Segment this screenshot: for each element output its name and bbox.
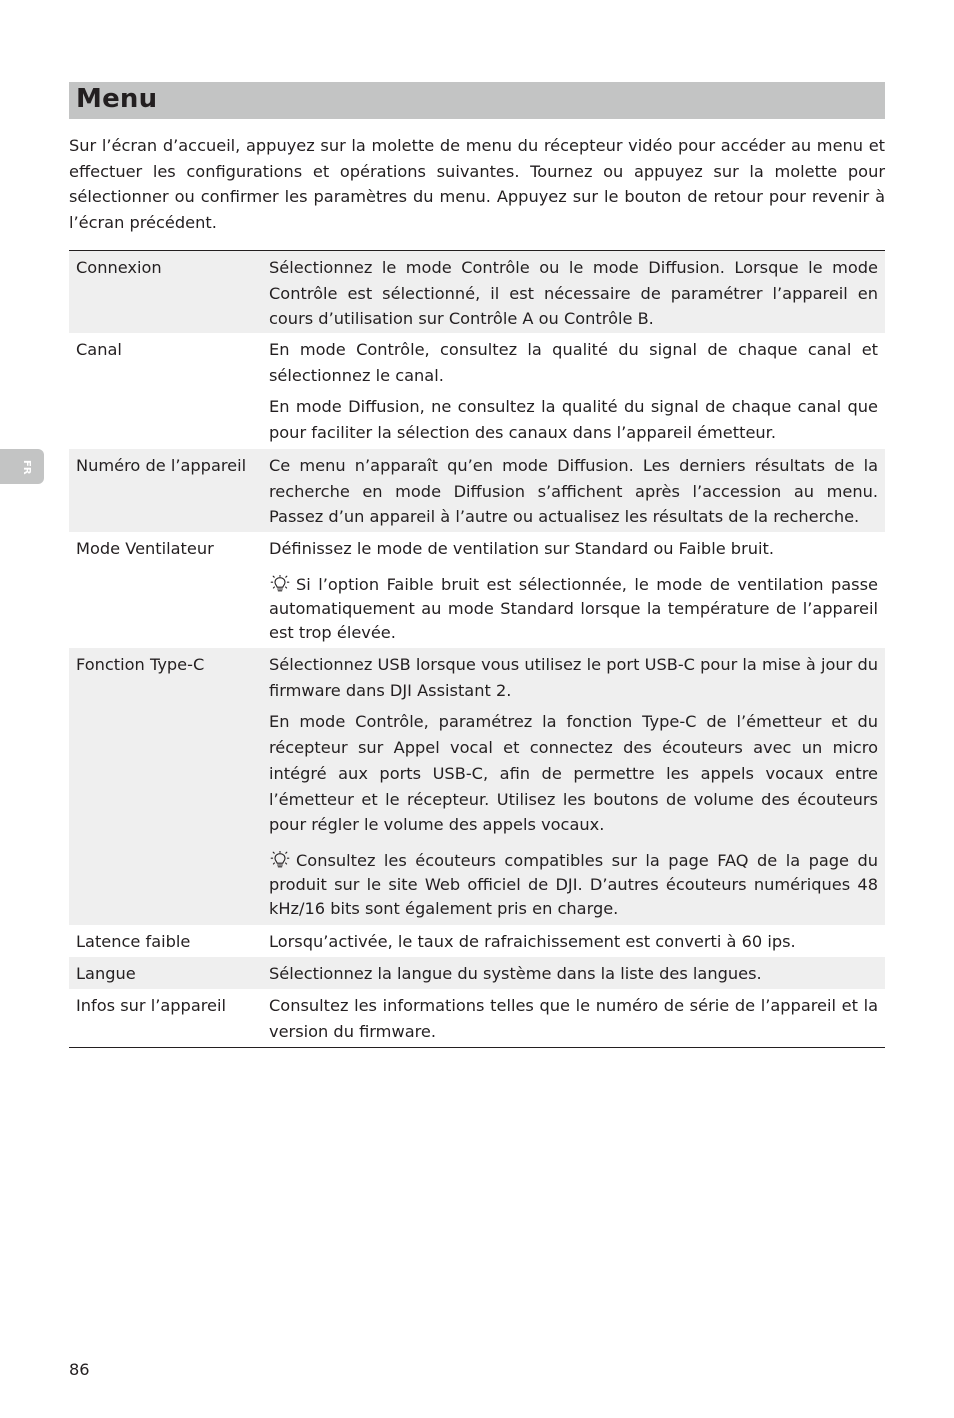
table-row (69, 532, 885, 648)
tip-note-text: Si l’option Faible bruit est sélectionnée, le mode de ventilation passe automatiquement au mode Standard lorsque la température de l’appareil est trop élevée. (269, 574, 878, 642)
row-description (269, 532, 885, 648)
row-label: Infos sur l’appareil (76, 996, 226, 1015)
row-description (269, 989, 885, 1047)
intro-paragraph: Sur l’écran d’accueil, appuyez sur la molette de menu du récepteur vidéo pour accéder au menu et effectuer les configurations et opérations suivantes. Tournez ou appuyez sur la molette pour sélectionner ou confirmer les paramètres du menu. Appuyez sur le bouton de retour pour revenir à l’écran précédent. (69, 136, 885, 233)
table-row (69, 333, 885, 449)
row-description (269, 449, 885, 532)
row-description (269, 957, 885, 989)
page-number: 86 (69, 1360, 90, 1379)
row-label: Latence faible (76, 932, 191, 951)
row-description (269, 251, 885, 333)
description-paragraph: En mode Contrôle, paramétrez la fonction Type-C de l’émetteur et du récepteur sur Appel vocal et connectez des écouteurs avec un micro intégré aux ports USB-C, afin de permettre les appels vocaux entre l’émetteur et le récepteur. Utilisez les boutons de volume des écouteurs pour régler le volume des appels vocaux. (269, 712, 878, 835)
description-paragraph: Définissez le mode de ventilation sur Standard ou Faible bruit. (269, 539, 774, 558)
row-label: Mode Ventilateur (76, 539, 214, 558)
description-paragraph: Sélectionnez la langue du système dans la liste des langues. (269, 964, 762, 983)
tip-note (269, 573, 878, 645)
description-paragraph: En mode Contrôle, consultez la qualité du signal de chaque canal et sélectionnez le canal. (269, 340, 878, 385)
tip-note (269, 849, 878, 921)
description-paragraph: Sélectionnez USB lorsque vous utilisez le port USB-C pour la mise à jour du firmware dans DJI Assistant 2. (269, 655, 878, 700)
row-label: Fonction Type-C (76, 655, 205, 674)
row-description (269, 333, 885, 449)
row-description (269, 925, 885, 957)
lightbulb-tip-icon (269, 575, 291, 593)
language-side-tab-label: FR (21, 460, 32, 475)
description-paragraph: Sélectionnez le mode Contrôle ou le mode Diffusion. Lorsque le mode Contrôle est sélectionné, il est nécessaire de paramétrer l’appareil en cours d’utilisation sur Contrôle A ou Contrôle B. (269, 258, 878, 329)
table-row (69, 251, 885, 333)
tip-note-text: Consultez les écouteurs compatibles sur la page FAQ de la page du produit sur le site Web officiel de DJI. D’autres écouteurs numériques 48 kHz/16 bits sont également pris en charge. (269, 850, 878, 918)
description-paragraph: Lorsqu’activée, le taux de rafraichissement est converti à 60 ips. (269, 932, 796, 951)
row-label: Langue (76, 964, 136, 983)
row-label: Numéro de l’appareil (76, 456, 247, 475)
row-label: Canal (76, 340, 122, 359)
description-paragraph: Ce menu n’apparaît qu’en mode Diffusion. Les derniers résultats de la recherche en mode Diffusion s’affichent après l’accession au menu. Passez d’un appareil à l’autre ou actualisez les résultats de la recherche. (269, 456, 878, 527)
section-title: Menu (76, 84, 158, 114)
table-row (69, 957, 885, 989)
table-row (69, 925, 885, 957)
language-side-tab (0, 449, 44, 484)
row-description (269, 648, 885, 925)
menu-settings-table (69, 250, 885, 1048)
description-paragraph: Consultez les informations telles que le numéro de série de l’appareil et la version du firmware. (269, 996, 878, 1041)
table-row (69, 648, 885, 925)
table-row (69, 989, 885, 1047)
lightbulb-tip-icon (269, 851, 291, 869)
section-header (69, 82, 885, 119)
row-label: Connexion (76, 258, 162, 277)
table-row (69, 449, 885, 532)
description-paragraph: En mode Diffusion, ne consultez la qualité du signal de chaque canal que pour faciliter la sélection des canaux dans l’appareil émetteur. (269, 397, 878, 443)
